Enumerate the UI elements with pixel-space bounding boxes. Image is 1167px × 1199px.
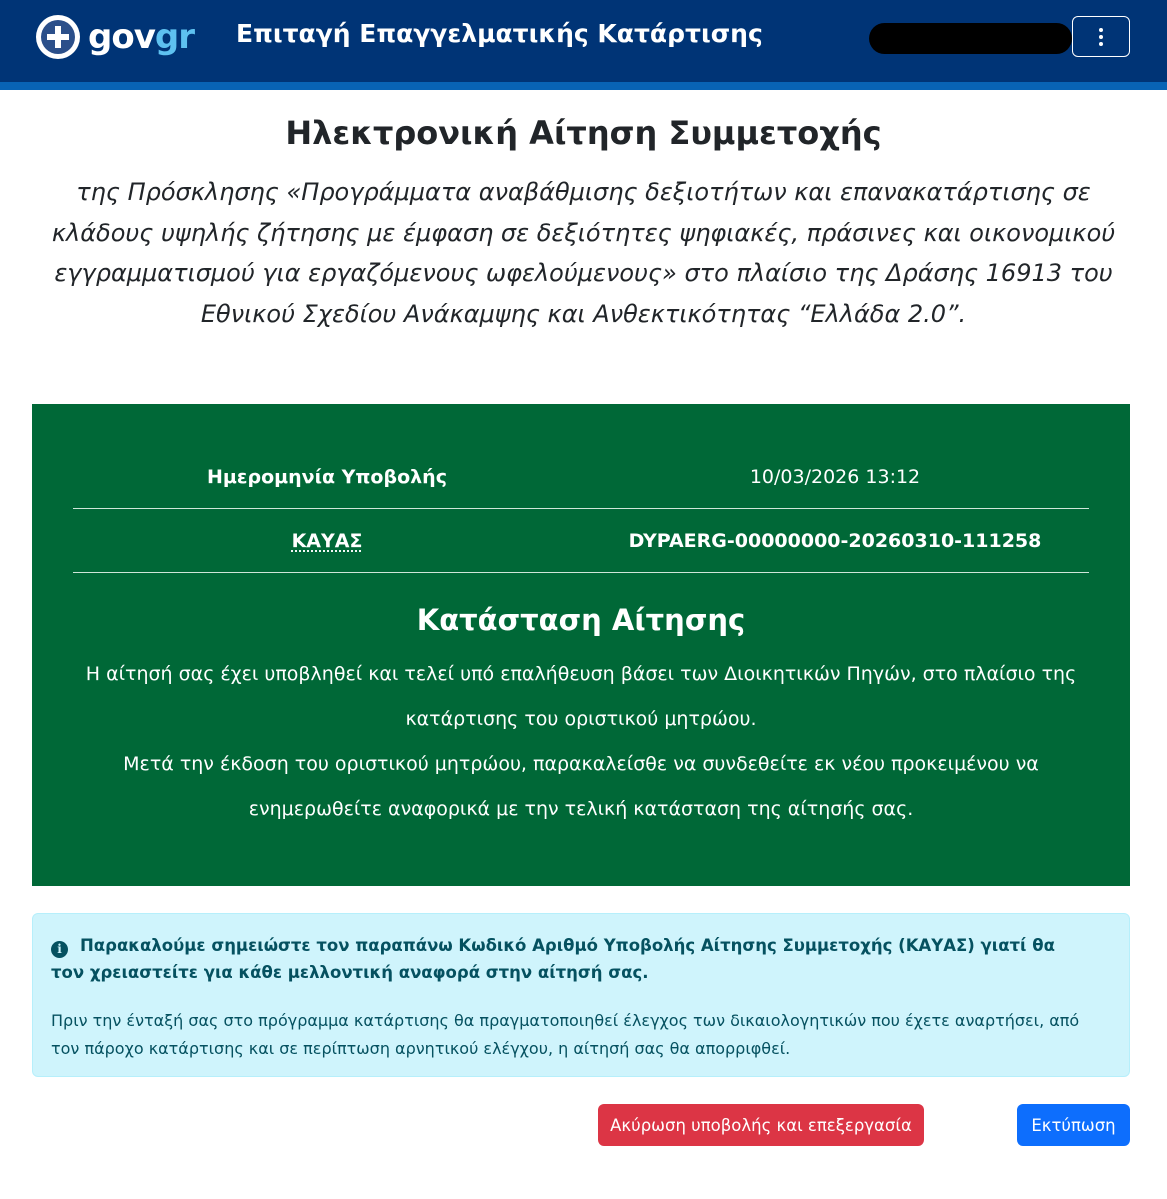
top-header [0,0,1167,82]
info-circle-icon: i [51,941,68,958]
submission-date-label: Ημερομηνία Υποβολής [207,465,447,488]
info-alert [32,913,1130,1077]
status-line-1: Η αίτησή σας έχει υποβληθεί και τελεί υπό επαλήθευση βάσει των Διοικητικών Πηγών, στο πλαίσιο της κατάρτισης του οριστικού μητρώου. [85,663,1077,730]
status-line-2: Μετά την έκδοση του οριστικού μητρώου, παρακαλείσθε να συνδεθείτε εκ νέου προκειμένου να ενημερωθείτε αναφορικά με την τελική κατάσταση της αίτησής σας. [123,753,1039,820]
header-menu-button[interactable] [1072,16,1130,57]
header-stripe [0,82,1167,90]
user-name-redacted [869,23,1072,54]
submission-date-value: 10/03/2026 13:12 [749,465,921,488]
alert-strong-text: i Παρακαλούμε σημειώστε τον παραπάνω Κωδικό Αριθμό Υποβολής Αίτησης Συμμετοχής (ΚΑΥΑΣ) γιατί θα τον χρειαστείτε για κάθε μελλοντική αναφορά στην αίτησή σας. [51,936,1055,982]
alert-text: Πριν την ένταξή σας στο πρόγραμμα κατάρτισης θα πραγματοποιηθεί έλεγχος των δικαιολογητικών που έχετε αναρτήσει, από τον πάροχο κατάρτισης και σε περίπτωση αρνητικού ελέγχου, η αίτησή σας θα απορριφθεί. [51,1011,1080,1058]
page-title: Ηλεκτρονική Αίτηση Συμμετοχής [285,114,882,152]
header-title: Επιταγή Επαγγελματικής Κατάρτισης [236,19,763,48]
greek-emblem-icon [36,15,80,59]
submission-code-row [73,509,1089,573]
page-subtitle: της Πρόσκλησης «Προγράμματα αναβάθμισης δεξιοτήτων και επανακατάρτισης σε κλάδους υψηλής ζήτησης με έμφαση σε δεξιότητες ψηφιακές, πράσινες και οικονομικού εγγραμματισμού για εργαζόμενους ωφελούμενους» στο πλαίσιο της Δράσης 16913 του Εθνικού Σχεδίου Ανάκαμψης και Ανθεκτικότητας “Ελλάδα 2.0”. [51,178,1116,328]
submission-code-value: DYPAERG-00000000-20260310-111258 [628,529,1042,552]
print-button[interactable]: Εκτύπωση [1017,1104,1130,1146]
submission-date-row [73,445,1089,509]
govgr-logo[interactable] [36,14,194,60]
submission-status-card [32,404,1130,886]
cancel-submission-button[interactable]: Ακύρωση υποβολής και επεξεργασία [598,1104,924,1146]
logo-text: govgr [88,17,194,57]
status-text [72,652,1090,832]
kebab-menu-icon [1099,28,1103,46]
submission-code-label: ΚΑΥΑΣ [291,529,363,552]
status-heading: Κατάσταση Αίτησης [416,603,746,637]
